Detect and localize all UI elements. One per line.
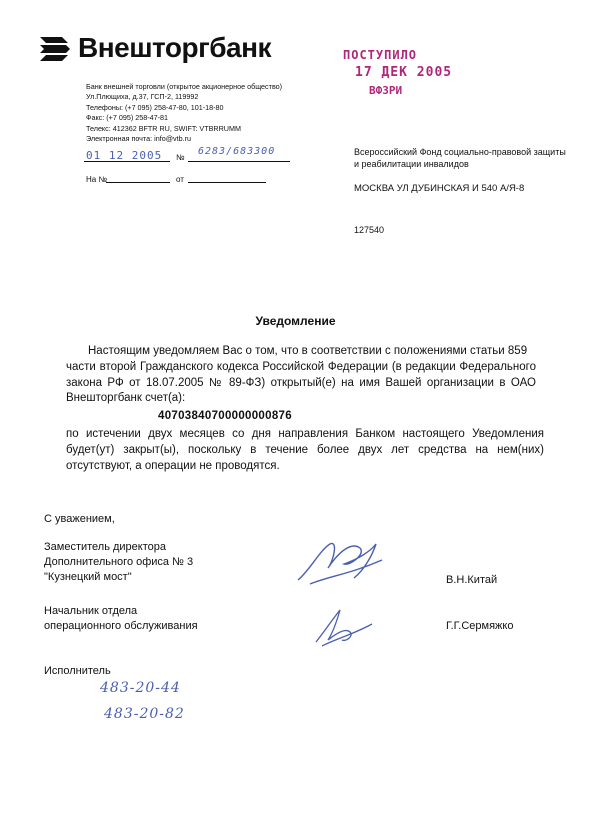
- signer-2-name: Г.Г.Сермяжко: [446, 620, 514, 632]
- stamp-line-1: ПОСТУПИЛО: [343, 48, 418, 62]
- ref-number-line: [188, 161, 290, 162]
- executor-label: Исполнитель: [44, 665, 111, 677]
- recipient-address: МОСКВА УЛ ДУБИНСКАЯ И 540 А/Я-8: [354, 183, 525, 194]
- paragraph-line: по истечении двух месяцев со дня направления Банком настоящего Уведомления: [66, 428, 544, 440]
- paragraph-line: закона РФ от 18.07.2005 № 89-ФЗ) открытый(е) на имя Вашей организации в ОАО: [66, 376, 536, 389]
- recipient-org-line: Всероссийский Фонд социально-правовой защиты: [354, 147, 566, 157]
- executor-phone-1: 483-20-44: [100, 680, 181, 696]
- ot-label: от: [176, 175, 184, 184]
- account-number: 40703840700000000876: [158, 410, 292, 422]
- signature-1-icon: [290, 530, 390, 590]
- letter-title: Уведомление: [255, 314, 336, 328]
- vtb-logo-icon: [38, 35, 72, 61]
- paragraph-line: Настоящим уведомляем Вас о том, что в соответствии с положениями статьи 859: [88, 345, 528, 357]
- signer-1-title: [44, 540, 193, 585]
- executor-phone-2: 483-20-82: [104, 706, 185, 722]
- ref-date: 01 12 2005: [86, 149, 163, 162]
- na-label: На №: [86, 175, 108, 184]
- signature-2-icon: [310, 598, 380, 650]
- paragraph-2: [66, 427, 544, 474]
- recipient-postcode: 127540: [354, 225, 385, 235]
- signer-title-line: Заместитель директора: [44, 541, 166, 553]
- paragraph-1: [66, 344, 536, 407]
- paragraph-line: части второй Гражданского кодекса Российской Федерации (в редакции Федерального: [66, 360, 536, 373]
- signer-2-title: [44, 604, 198, 634]
- paragraph-line: будет(ут) закрыт(ы), поскольку в течение более двух лет средства на нем(них): [66, 443, 544, 456]
- signer-title-line: Начальник отдела: [44, 605, 138, 617]
- received-stamp: [343, 48, 452, 97]
- ot-line: [188, 182, 266, 183]
- signer-title-line: операционного обслуживания: [44, 620, 198, 632]
- bank-info-line: Телекс: 412362 BFTR RU, SWIFT: VTBRRUMM: [86, 123, 241, 133]
- ref-number-label: №: [176, 153, 185, 162]
- logo-text: Внешторгбанк: [78, 32, 272, 63]
- paragraph-line: отсутствуют, а операции не проводятся.: [66, 459, 280, 472]
- bank-info-line: Электронная почта: info@vtb.ru: [86, 134, 191, 144]
- bank-info-line: Факс: (+7 095) 258-47-81: [86, 113, 169, 123]
- bank-info-line: Банк внешней торговли (открытое акционерное общество): [86, 82, 283, 91]
- closing: С уважением,: [44, 513, 115, 525]
- recipient-org: [354, 146, 566, 170]
- na-line: [106, 182, 170, 183]
- stamp-date: 17 ДЕК 2005: [355, 65, 453, 80]
- signer-title-line: "Кузнецкий мост": [44, 571, 132, 583]
- stamp-code: ВФЗРИ: [369, 84, 403, 97]
- bank-info: [86, 82, 282, 144]
- bank-info-line: Телефоны: (+7 095) 258-47-80, 101-18-80: [86, 102, 224, 112]
- recipient-org-line: и реабилитации инвалидов: [354, 159, 469, 169]
- paragraph-line: Внешторгбанк счет(а):: [66, 392, 186, 405]
- signer-1-name: В.Н.Китай: [446, 574, 498, 586]
- bank-logo: [38, 34, 271, 62]
- signer-title-line: Дополнительного офиса № 3: [44, 556, 194, 568]
- ref-number: 6283/683300: [198, 146, 276, 157]
- bank-info-line: Ул.Плющиха, д.37, ГСП-2, 119992: [86, 92, 199, 102]
